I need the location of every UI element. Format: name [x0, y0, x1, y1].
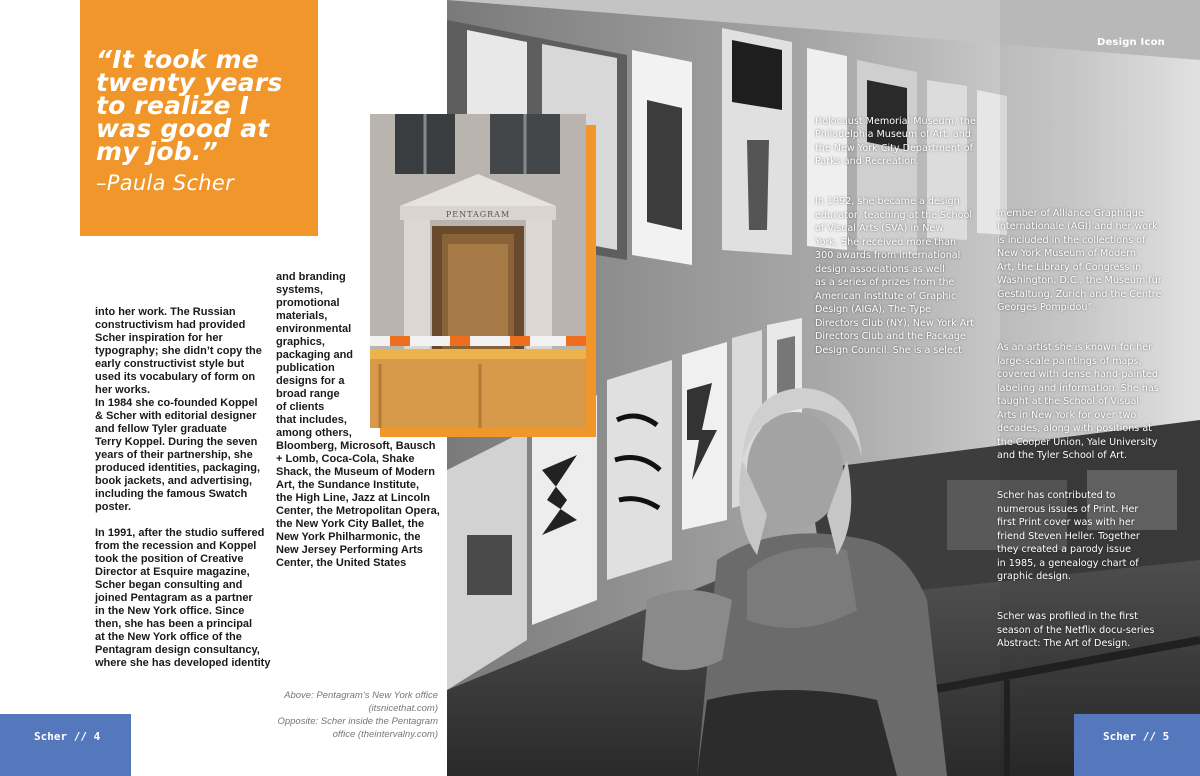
right-body-column-2: [997, 193, 1177, 664]
inset-photo-pentagram-entrance: [370, 114, 586, 428]
body-column-1: into her work. The Russian constructivism had provided Scher inspiration for her typography; she didn’t copy the early constructivist style but used its vocabulary of form on her works. In 1984 she co-founded Koppel & Scher with editorial designer and fellow Tyler graduate Terry Koppel. During the seven years of their partnership, she produced identities, packaging, book jackets, and advertising, including the famous Swatch poster. In 1991, after the studio suffered from the recession and Koppel took the position of Creative Director at Esquire magazine, Scher began consulting and joined Pentagram as a partner in the New York office. Since then, she has been a principal at the New York office of the Pentagram design consultancy, where she has developed identity: [95, 306, 271, 669]
right-col2-paragraph: member of Alliance Graphique Internationale (AGI) and her work is included in the collections of New York Museum of Modern Art, the Library of Congress in Washington, D.C., the Museum für Gestaltung, Zurich and the Centre Georges Pompidou”.: [997, 207, 1162, 313]
page-number-left: Scher // 4: [0, 714, 131, 776]
pull-quote-author: –Paula Scher: [96, 171, 235, 195]
page-number-right: Scher // 5: [1074, 714, 1200, 776]
right-body-column-1: [815, 101, 995, 371]
photo-caption: Above: Pentagram’s New York office (itsnicethat.com) Opposite: Scher inside the Pentagram office (theintervalny.com): [277, 690, 438, 740]
right-col2-paragraph: Scher has contributed to numerous issues of Print. Her first Print cover was with her friend Steven Heller. Together they created a parody issue in 1985, a genealogy chart of graphic design.: [997, 490, 1140, 582]
pull-quote-text: “It took me twenty years to realize I was good at my job.”: [96, 45, 283, 166]
running-head: Design Icon: [1096, 37, 1165, 48]
right-col1-paragraph: Holocaust Memorial Museum, the Philadelphia Museum of Art, and the New York City Department of Parks and Recreation.: [815, 115, 976, 167]
right-col1-paragraph: In 1992, she became a design educator, teaching at the School of Visual Arts (SVA) in New York. She received more than 300 awards from international design associations as well as a series of prizes from the American Institute of Graphic Design (AIGA), The Type Directors Club (NY), New York Art Directors Club and the Package Design Council. She is a select: [815, 196, 975, 356]
pull-quote-box: [80, 0, 318, 236]
right-col2-paragraph: Scher was profiled in the first season of the Netflix docu-series Abstract: The Art of Design.: [997, 611, 1155, 649]
pentagram-sign: PENTAGRAM: [445, 210, 511, 219]
inset-photo-illustration: [370, 114, 586, 428]
right-col2-paragraph: As an artist she is known for her large-scale paintings of maps, covered with dense hand-painted labeling and information. She has taught at the School of Visual Arts in New York for over two decades, along with positions at the Cooper Union, Yale University and the Tyler School of Art.: [997, 342, 1159, 461]
body-column-2: and branding systems, promotional materials, environmental graphics, packaging and publication designs for a broad range of clients that includes, among others, Bloomberg, Microsoft, Bausch + Lomb, Coca-Cola, Shake Shack, the Museum of Modern Art, the Sundance Institute, the High Line, Jazz at Lincoln Center, the Metropolitan Opera, the New York City Ballet, the New York Philharmonic, the New Jersey Performing Arts Center, the United States: [276, 271, 440, 569]
